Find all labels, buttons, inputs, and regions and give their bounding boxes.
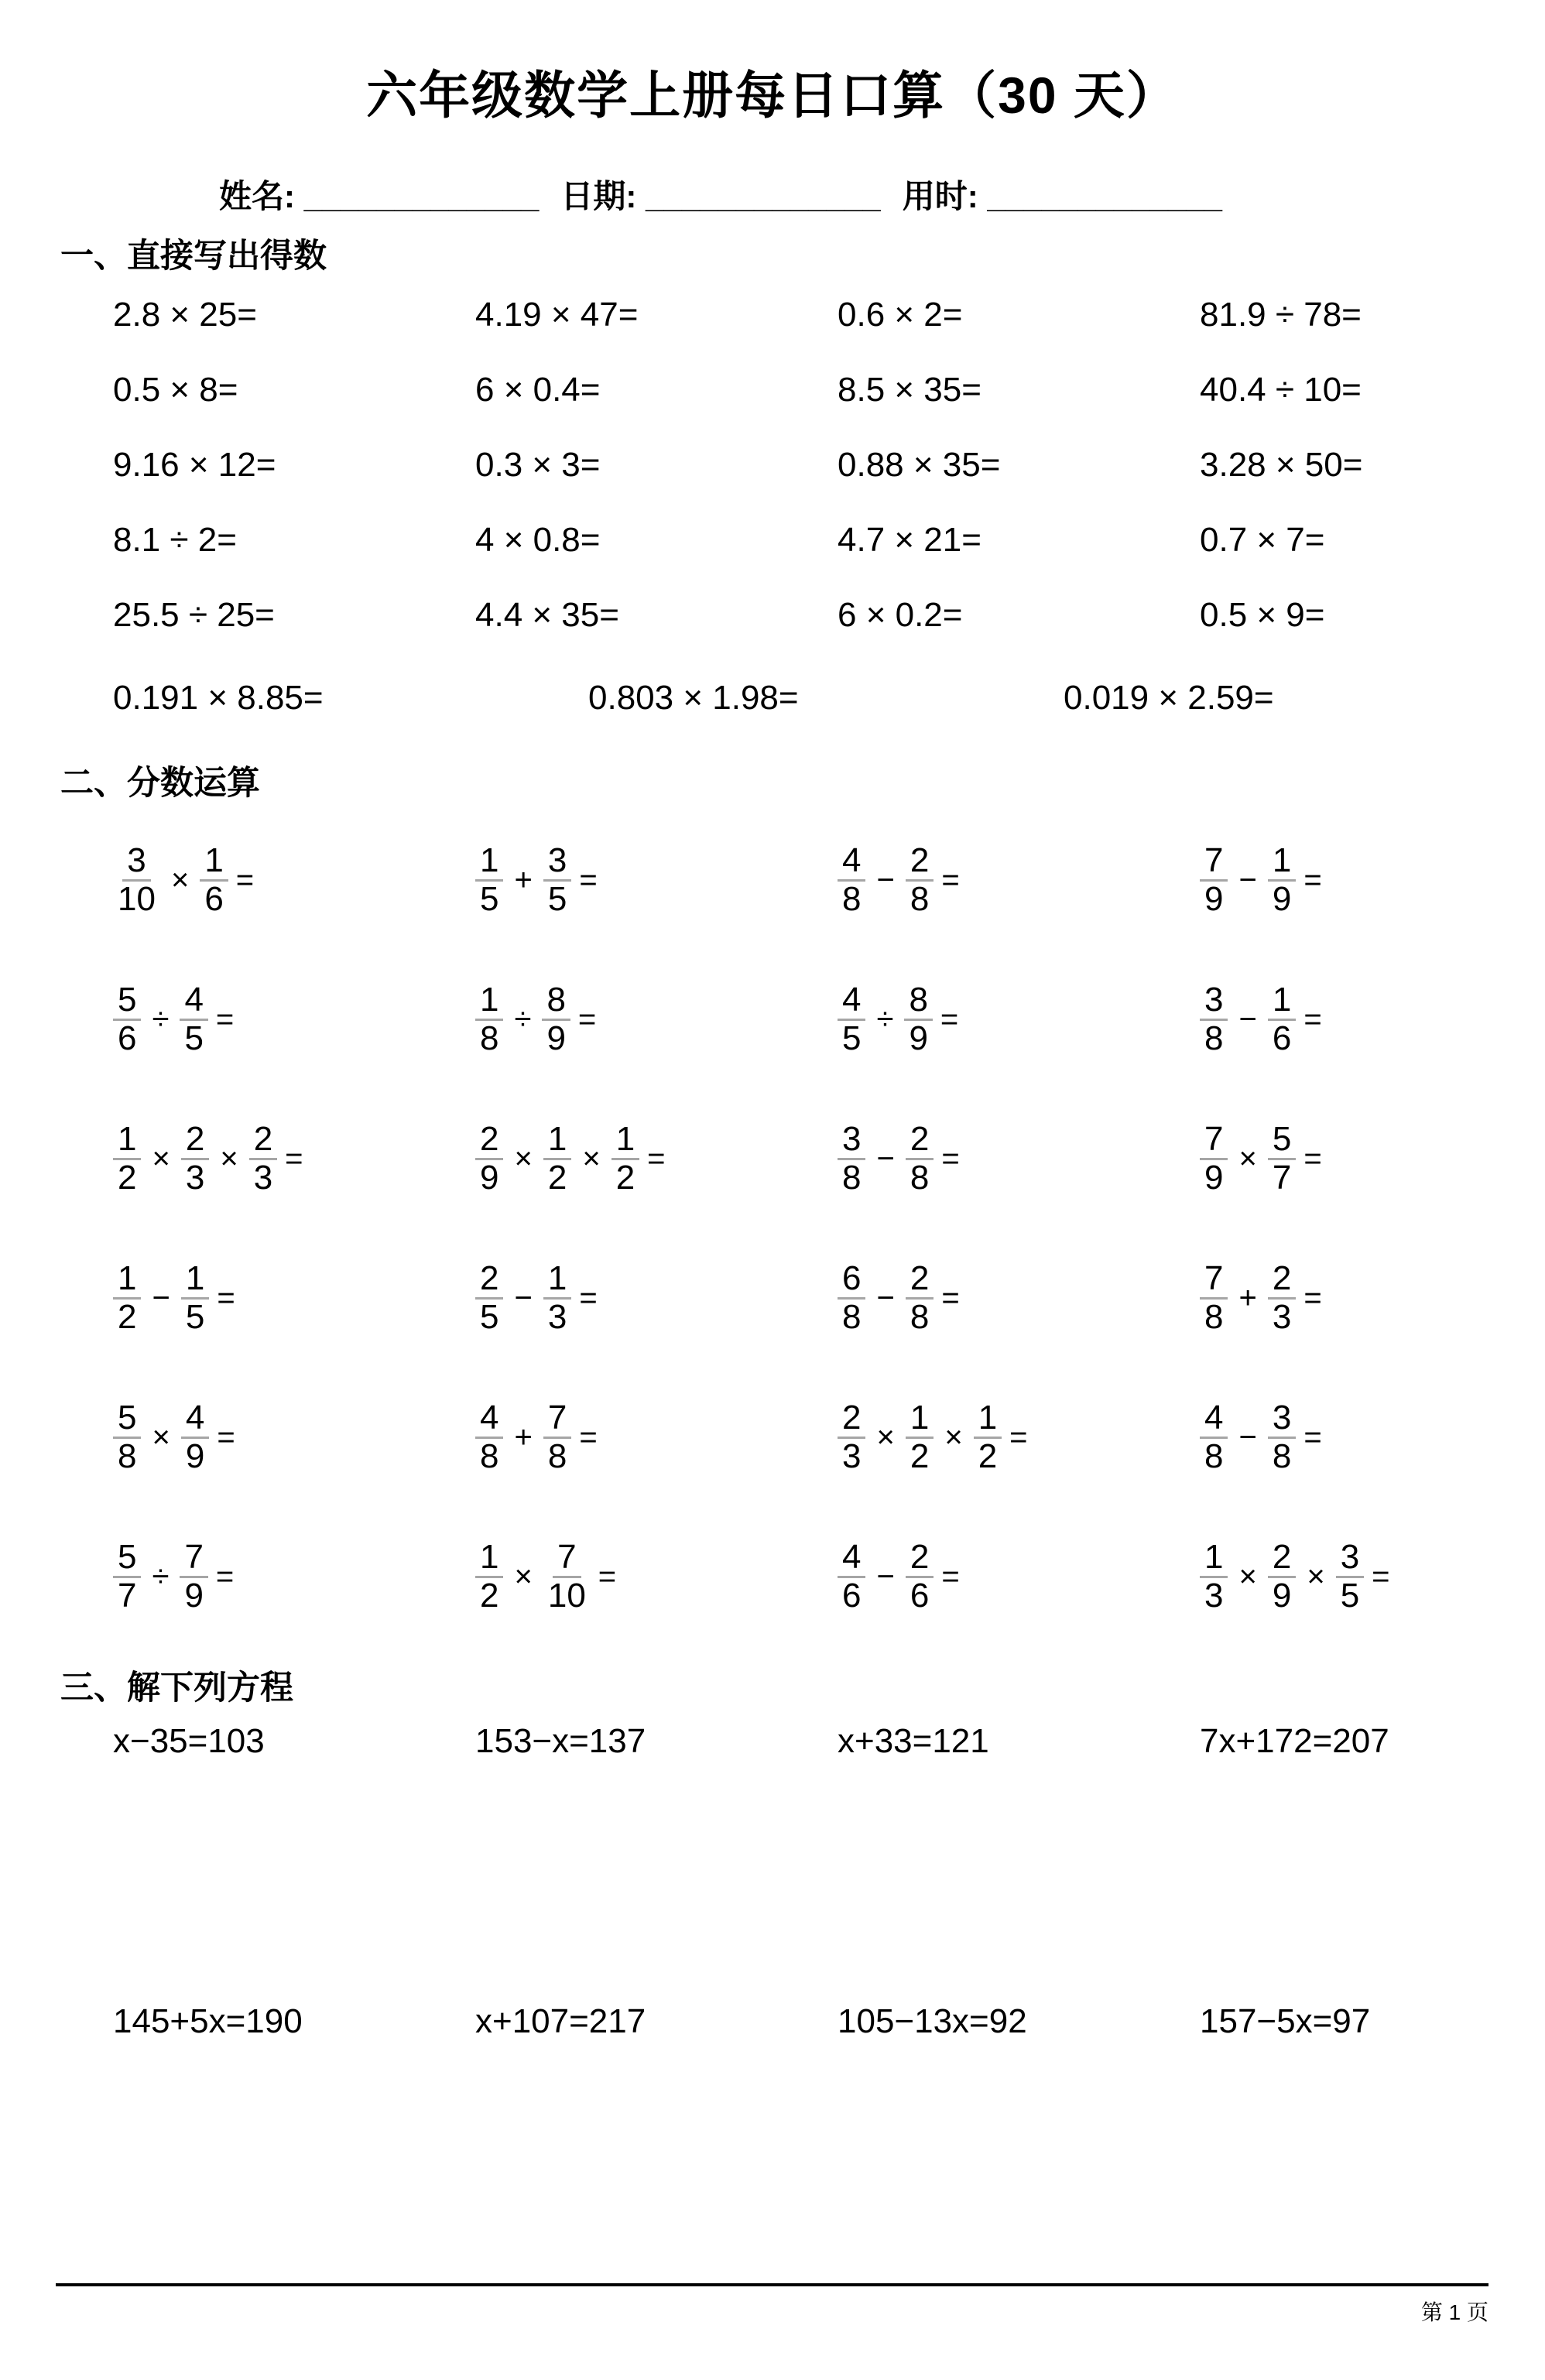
fraction-numerator: 1 [906, 1400, 934, 1439]
fraction-denominator: 8 [118, 1437, 137, 1475]
fraction-denominator: 2 [615, 1158, 635, 1197]
fraction [838, 1400, 865, 1474]
arith-problem: 0.3 × 3= [475, 445, 601, 484]
equals-sign: = [941, 862, 960, 897]
fraction-numerator: 1 [475, 1539, 503, 1578]
fraction-denominator: 9 [1272, 879, 1292, 918]
arith-problem: 4.7 × 21= [838, 520, 981, 559]
fraction [1268, 1400, 1296, 1474]
equals-sign: = [1303, 1141, 1322, 1176]
fraction-denominator: 9 [909, 1019, 928, 1057]
fraction-denominator: 3 [1204, 1576, 1224, 1615]
equals-sign: = [215, 1002, 235, 1036]
fraction [906, 1119, 934, 1197]
fraction-problem [113, 1089, 475, 1228]
fraction [1200, 1400, 1228, 1474]
arith-problem: 2.8 × 25= [113, 295, 257, 334]
fraction-denominator: 8 [547, 1437, 567, 1475]
operator: − [876, 1280, 895, 1315]
fraction-denominator: 5 [185, 1297, 205, 1336]
fraction [1336, 1539, 1364, 1614]
fraction-numerator: 1 [611, 1122, 639, 1160]
arith-problem: 8.5 × 35= [838, 370, 981, 409]
equals-sign: = [940, 1002, 959, 1036]
fraction [1268, 982, 1296, 1056]
fraction [543, 1258, 571, 1336]
fraction [1268, 1119, 1296, 1197]
fraction-numerator: 3 [122, 843, 150, 882]
fraction [200, 843, 228, 917]
fraction-problem [838, 950, 1200, 1089]
fraction [1200, 982, 1228, 1056]
equals-sign: = [215, 1559, 235, 1594]
fraction [838, 982, 865, 1056]
equals-sign: = [941, 1141, 960, 1176]
operator: + [514, 1419, 533, 1454]
fraction [181, 1258, 209, 1336]
fraction-numerator: 3 [1200, 982, 1228, 1021]
fraction-numerator: 7 [543, 1400, 571, 1439]
equals-sign: = [285, 1141, 303, 1176]
fraction [906, 1539, 934, 1614]
fraction [113, 982, 141, 1056]
fraction-numerator: 3 [1268, 1400, 1296, 1439]
operator: × [220, 1141, 238, 1176]
fraction [904, 982, 932, 1056]
meta-line [0, 171, 1545, 217]
fraction [180, 982, 207, 1056]
fraction-denominator: 3 [547, 1297, 567, 1336]
fraction-denominator: 8 [1272, 1437, 1292, 1475]
fraction-denominator: 3 [842, 1437, 862, 1475]
fraction-numerator: 1 [974, 1400, 1002, 1439]
fraction-denominator: 8 [1204, 1019, 1224, 1057]
fraction-numerator: 4 [838, 1539, 865, 1578]
equals-sign: = [941, 1559, 960, 1594]
name-blank: _____________ [303, 178, 540, 214]
fraction-numerator: 1 [200, 843, 228, 882]
fraction-numerator: 7 [180, 1539, 207, 1578]
arith-problem: 3.28 × 50= [1200, 445, 1363, 484]
fraction-numerator: 2 [906, 1261, 934, 1300]
fraction [249, 1119, 277, 1197]
fraction-numerator: 8 [542, 982, 570, 1021]
fraction-problem [113, 1507, 475, 1646]
fraction-denominator: 8 [910, 1297, 930, 1336]
fraction-numerator: 1 [543, 1122, 571, 1160]
fraction-problem [475, 810, 838, 950]
arith-problem: 0.88 × 35= [838, 445, 1001, 484]
equals-sign: = [941, 1280, 960, 1315]
fraction [475, 843, 503, 917]
fraction-numerator: 2 [475, 1261, 503, 1300]
fraction-numerator: 1 [1200, 1539, 1228, 1578]
fraction-numerator: 5 [113, 982, 141, 1021]
fraction [181, 1119, 209, 1197]
fraction [906, 843, 934, 917]
arith-problem: 0.191 × 8.85= [113, 678, 324, 717]
operator: × [514, 1559, 533, 1594]
arith-problem: 4 × 0.8= [475, 520, 601, 559]
fraction [906, 1400, 934, 1474]
fraction-denominator: 8 [1204, 1437, 1224, 1475]
arith-problem: 6 × 0.4= [475, 370, 601, 409]
fraction-numerator: 2 [475, 1122, 503, 1160]
fraction [542, 982, 570, 1056]
equals-sign: = [579, 862, 598, 897]
fraction-denominator: 7 [118, 1576, 137, 1615]
operator: × [1238, 1141, 1257, 1176]
fraction-denominator: 5 [480, 879, 499, 918]
operator: − [876, 1141, 895, 1176]
arith-problem: 9.16 × 12= [113, 445, 276, 484]
arith-problem: 0.7 × 7= [1200, 520, 1325, 559]
fraction-numerator: 1 [1268, 843, 1296, 882]
fraction-denominator: 10 [118, 879, 156, 918]
fraction-problem [1200, 1089, 1545, 1228]
fraction-numerator: 2 [906, 843, 934, 882]
operator: − [514, 1280, 533, 1315]
equals-sign: = [217, 1419, 235, 1454]
operator: × [1307, 1559, 1325, 1594]
fraction [113, 1119, 141, 1197]
fraction-problem [113, 810, 475, 950]
fraction-problem [1200, 1507, 1545, 1646]
operator: × [170, 862, 190, 897]
operator: × [944, 1419, 963, 1454]
fraction-denominator: 8 [1204, 1297, 1224, 1336]
fraction-numerator: 2 [1268, 1539, 1296, 1578]
fraction [475, 1539, 503, 1614]
fraction-numerator: 6 [838, 1261, 865, 1300]
fraction-denominator: 2 [547, 1158, 567, 1197]
fraction-numerator: 7 [553, 1539, 581, 1578]
fraction-denominator: 8 [842, 879, 862, 918]
equals-sign: = [1303, 862, 1322, 897]
fraction-problem [475, 1368, 838, 1507]
fraction [113, 1539, 141, 1614]
fraction-denominator: 6 [118, 1019, 137, 1057]
fraction [838, 1539, 865, 1614]
fraction-denominator: 3 [253, 1158, 273, 1197]
fraction [838, 843, 865, 917]
fraction-denominator: 5 [1340, 1576, 1360, 1615]
fraction [1200, 843, 1228, 917]
fraction-numerator: 4 [1200, 1400, 1228, 1439]
operator: × [514, 1141, 533, 1176]
equation: 157−5x=97 [1200, 2002, 1371, 2040]
fraction-denominator: 5 [547, 879, 567, 918]
fraction-denominator: 8 [910, 1158, 930, 1197]
page-title: 六年级数学上册每日口算（30 天） [366, 67, 1179, 124]
fraction [838, 1119, 865, 1197]
fraction-numerator: 4 [475, 1400, 503, 1439]
fraction-problem [475, 1507, 838, 1646]
section-arith-heading: 一、直接写出得数 [60, 238, 327, 275]
fraction-denominator: 5 [480, 1297, 499, 1336]
fraction-numerator: 2 [906, 1122, 934, 1160]
fraction [113, 1258, 141, 1336]
fraction-numerator: 7 [1200, 1122, 1228, 1160]
fraction-problem [1200, 1368, 1545, 1507]
fraction-denominator: 2 [978, 1437, 998, 1475]
fraction [838, 1258, 865, 1336]
equals-sign: = [1303, 1419, 1322, 1454]
fraction-denominator: 9 [1204, 879, 1224, 918]
fraction-problem [838, 1228, 1200, 1368]
section-equations-heading: 三、解下列方程 [60, 1669, 293, 1707]
equation: 105−13x=92 [838, 2002, 1027, 2040]
time-label: 用时: [902, 178, 978, 214]
fraction-numerator: 7 [1200, 843, 1228, 882]
fraction-problem [475, 1228, 838, 1368]
arith-grid [0, 277, 1545, 652]
operator: × [152, 1141, 170, 1176]
fraction [113, 1400, 141, 1474]
fraction-problem [113, 1368, 475, 1507]
fraction-denominator: 2 [910, 1437, 930, 1475]
operator: ÷ [514, 1002, 532, 1036]
operator: ÷ [152, 1559, 170, 1594]
arith-problem: 4.4 × 35= [475, 595, 619, 634]
arith-wide-grid [0, 660, 1545, 735]
fraction [543, 843, 571, 917]
equation: 153−x=137 [475, 1722, 646, 1760]
operator: + [1238, 1280, 1257, 1315]
equations-row-2 [0, 1997, 1545, 2046]
fraction-numerator: 1 [543, 1261, 571, 1300]
page-number: 第 1 页 [1420, 2300, 1488, 2324]
section-fractions-heading: 二、分数运算 [60, 765, 260, 802]
fraction-problem [838, 1089, 1200, 1228]
fraction-numerator: 4 [181, 1400, 209, 1439]
fraction-numerator: 3 [543, 843, 571, 882]
fraction-denominator: 8 [480, 1019, 499, 1057]
fraction [1200, 1539, 1228, 1614]
fraction [543, 1119, 571, 1197]
fraction [180, 1539, 207, 1614]
fraction [113, 843, 160, 917]
fraction-denominator: 6 [1272, 1019, 1292, 1057]
equals-sign: = [1009, 1419, 1028, 1454]
fraction-denominator: 8 [842, 1158, 862, 1197]
fraction-problem [838, 1507, 1200, 1646]
fraction [1268, 1539, 1296, 1614]
operator: × [1238, 1559, 1257, 1594]
fraction-numerator: 2 [906, 1539, 934, 1578]
fraction [543, 1400, 571, 1474]
equals-sign: = [217, 1280, 235, 1315]
fraction [1268, 843, 1296, 917]
operator: − [876, 1559, 895, 1594]
fraction-denominator: 8 [842, 1297, 862, 1336]
arith-problem: 81.9 ÷ 78= [1200, 295, 1362, 334]
fraction-numerator: 5 [113, 1539, 141, 1578]
footer-divider [56, 2283, 1488, 2286]
fraction-numerator: 1 [475, 982, 503, 1021]
equals-sign: = [1303, 1002, 1322, 1036]
fraction-numerator: 2 [1268, 1261, 1296, 1300]
fraction [1268, 1258, 1296, 1336]
fraction-denominator: 9 [1272, 1576, 1292, 1615]
fraction-problem [838, 810, 1200, 950]
fraction-denominator: 8 [480, 1437, 499, 1475]
fraction-denominator: 2 [480, 1576, 499, 1615]
equation: 145+5x=190 [113, 2002, 303, 2040]
fraction-denominator: 10 [547, 1576, 586, 1615]
arith-problem: 4.19 × 47= [475, 295, 639, 334]
fraction-denominator: 6 [910, 1576, 930, 1615]
fraction-problem [1200, 810, 1545, 950]
fraction-denominator: 9 [546, 1019, 566, 1057]
equals-sign: = [579, 1280, 598, 1315]
date-label: 日期: [560, 178, 637, 214]
fraction-numerator: 1 [181, 1261, 209, 1300]
fraction-denominator: 8 [910, 879, 930, 918]
arith-problem: 0.019 × 2.59= [1064, 678, 1274, 717]
equation: x+107=217 [475, 2002, 646, 2040]
fraction-numerator: 5 [113, 1400, 141, 1439]
operator: × [582, 1141, 601, 1176]
arith-problem: 25.5 ÷ 25= [113, 595, 275, 634]
fraction-numerator: 1 [113, 1122, 141, 1160]
operator: × [152, 1419, 170, 1454]
arith-problem: 0.5 × 9= [1200, 595, 1325, 634]
arith-problem: 40.4 ÷ 10= [1200, 370, 1362, 409]
equals-sign: = [1372, 1559, 1390, 1594]
fraction-denominator: 5 [184, 1019, 204, 1057]
fraction-denominator: 5 [842, 1019, 862, 1057]
fraction-problem [113, 1228, 475, 1368]
fraction-numerator: 8 [904, 982, 932, 1021]
operator: + [514, 862, 533, 897]
fraction-numerator: 5 [1268, 1122, 1296, 1160]
fraction [181, 1400, 209, 1474]
fraction-numerator: 4 [838, 982, 865, 1021]
fraction [543, 1539, 591, 1614]
fraction-denominator: 9 [480, 1158, 499, 1197]
fraction-numerator: 1 [1268, 982, 1296, 1021]
fraction [475, 1258, 503, 1336]
equals-sign: = [1303, 1280, 1322, 1315]
fraction-denominator: 6 [204, 879, 224, 918]
date-blank: _____________ [646, 178, 881, 214]
fractions-grid [0, 810, 1545, 1646]
fraction [1200, 1258, 1228, 1336]
operator: ÷ [876, 1002, 894, 1036]
fraction-numerator: 3 [838, 1122, 865, 1160]
fraction-denominator: 9 [184, 1576, 204, 1615]
fraction-numerator: 1 [113, 1261, 141, 1300]
fraction-denominator: 9 [1204, 1158, 1224, 1197]
time-blank: _____________ [987, 178, 1223, 214]
fraction-numerator: 4 [180, 982, 207, 1021]
fraction-problem [1200, 950, 1545, 1089]
fraction [475, 1119, 503, 1197]
equals-sign: = [579, 1419, 598, 1454]
fraction [906, 1258, 934, 1336]
fraction-numerator: 4 [838, 843, 865, 882]
arith-problem: 0.6 × 2= [838, 295, 963, 334]
operator: − [876, 862, 895, 897]
name-label: 姓名: [219, 178, 295, 214]
fraction [1200, 1119, 1228, 1197]
operator: − [1238, 862, 1257, 897]
fraction-denominator: 2 [118, 1158, 137, 1197]
fraction-denominator: 9 [185, 1437, 205, 1475]
equation: x+33=121 [838, 1722, 989, 1760]
operator: − [1238, 1419, 1257, 1454]
fraction [475, 982, 503, 1056]
fraction [611, 1119, 639, 1197]
equals-sign: = [577, 1002, 597, 1036]
equals-sign: = [235, 862, 255, 897]
fraction [475, 1400, 503, 1474]
fraction-denominator: 3 [1272, 1297, 1292, 1336]
fraction-problem [1200, 1228, 1545, 1368]
equation: 7x+172=207 [1200, 1722, 1389, 1760]
fraction-problem [113, 950, 475, 1089]
arith-problem: 8.1 ÷ 2= [113, 520, 237, 559]
equation: x−35=103 [113, 1722, 265, 1760]
fraction-denominator: 3 [185, 1158, 205, 1197]
fraction-numerator: 2 [181, 1122, 209, 1160]
operator: ÷ [152, 1002, 170, 1036]
fraction-denominator: 6 [842, 1576, 862, 1615]
fraction-numerator: 2 [249, 1122, 277, 1160]
equals-sign: = [647, 1141, 666, 1176]
arith-problem: 0.5 × 8= [113, 370, 238, 409]
fraction-numerator: 1 [475, 843, 503, 882]
operator: − [1238, 1002, 1257, 1036]
fraction-denominator: 7 [1272, 1158, 1292, 1197]
equals-sign: = [598, 1559, 617, 1594]
arith-problem: 0.803 × 1.98= [588, 678, 799, 717]
fraction-problem [475, 950, 838, 1089]
operator: × [876, 1419, 895, 1454]
fraction-numerator: 3 [1336, 1539, 1364, 1578]
equations-row-1 [0, 1717, 1545, 1766]
arith-problem: 6 × 0.2= [838, 595, 963, 634]
fraction-numerator: 7 [1200, 1261, 1228, 1300]
fraction-problem [838, 1368, 1200, 1507]
fraction-problem [475, 1089, 838, 1228]
fraction-denominator: 2 [118, 1297, 137, 1336]
fraction-numerator: 2 [838, 1400, 865, 1439]
fraction [974, 1400, 1002, 1474]
operator: − [152, 1280, 170, 1315]
